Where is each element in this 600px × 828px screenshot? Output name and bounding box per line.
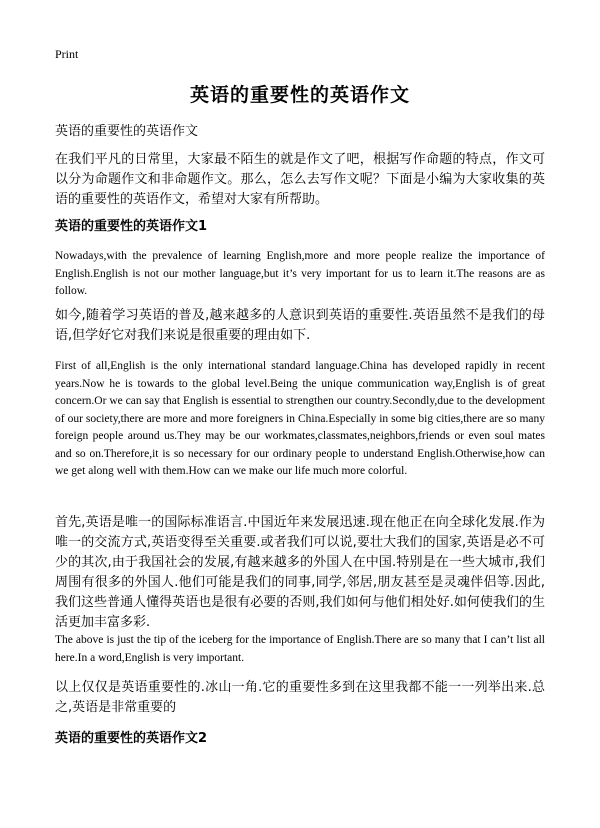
- english-paragraph-3: The above is just the tip of the iceberg for the importance of English.There are so many that I can’t list all here.In a word,English is very important.: [55, 634, 545, 664]
- subtitle: 英语的重要性的英语作文: [55, 124, 199, 139]
- essay1-heading: 英语的重要性的英语作文1: [55, 219, 208, 234]
- print-link[interactable]: Print: [55, 47, 79, 61]
- chinese-paragraph-2: 首先,英语是唯一的国际标准语言.中国近年来发展迅速.现在他正在向全球化发展.作为唯一的交流方式,英语变得至关重要.或者我们可以说,要壮大我们的国家,英语是必不可少的其次,由于我国社会的发展,有越来越多的外国人在中国.特别是在一些大城市,我们周围有很多的外国人.他们可能是我们的同事,同学,邻居,朋友甚至是灵魂伴侣等.因此,我们这些普通人懂得英语也是很有必要的否则,我们如何与他们相处好.如何使我们的生活更加丰富多彩.: [55, 515, 545, 630]
- page-title: 英语的重要性的英语作文: [189, 84, 410, 106]
- chinese-paragraph-3: 以上仅仅是英语重要性的.冰山一角.它的重要性多到在这里我都不能一一列举出来.总之,英语是非常重要的: [55, 680, 545, 715]
- english-paragraph-1: Nowadays,with the prevalence of learning English,more and more people realize the importance of English.English is not our mother language,but it’s very important for us to learn it.The reasons are as follow.: [55, 250, 545, 297]
- intro-paragraph: 在我们平凡的日常里，大家最不陌生的就是作文了吧，根据写作命题的特点，作文可以分为命题作文和非命题作文。那么，怎么去写作文呢？下面是小编为大家收集的英语的重要性的英语作文，希望对大家有所帮助。: [55, 152, 545, 207]
- essay2-heading: 英语的重要性的英语作文2: [55, 731, 208, 746]
- english-paragraph-2: First of all,English is the only international standard language.China has developed rapidly in recent years.Now he is towards to the global level.Being the unique communication way,English is of great concern.Or we can say that English is essential to strengthen our country.Secondly,due to the development of our society,there are more and more foreigners in China.Especially in some big cities,there are so many foreign people around us.They may be our workmates,classmates,neighbors,friends or even soul mates and so on.Therefore,it is so necessary for our ordinary people to understand English.Otherwise,how can we get along well with them.How can we make our life much more colorful.: [55, 360, 545, 477]
- chinese-paragraph-1: 如今,随着学习英语的普及,越来越多的人意识到英语的重要性.英语虽然不是我们的母语,但学好它对我们来说是很重要的理由如下.: [55, 308, 545, 343]
